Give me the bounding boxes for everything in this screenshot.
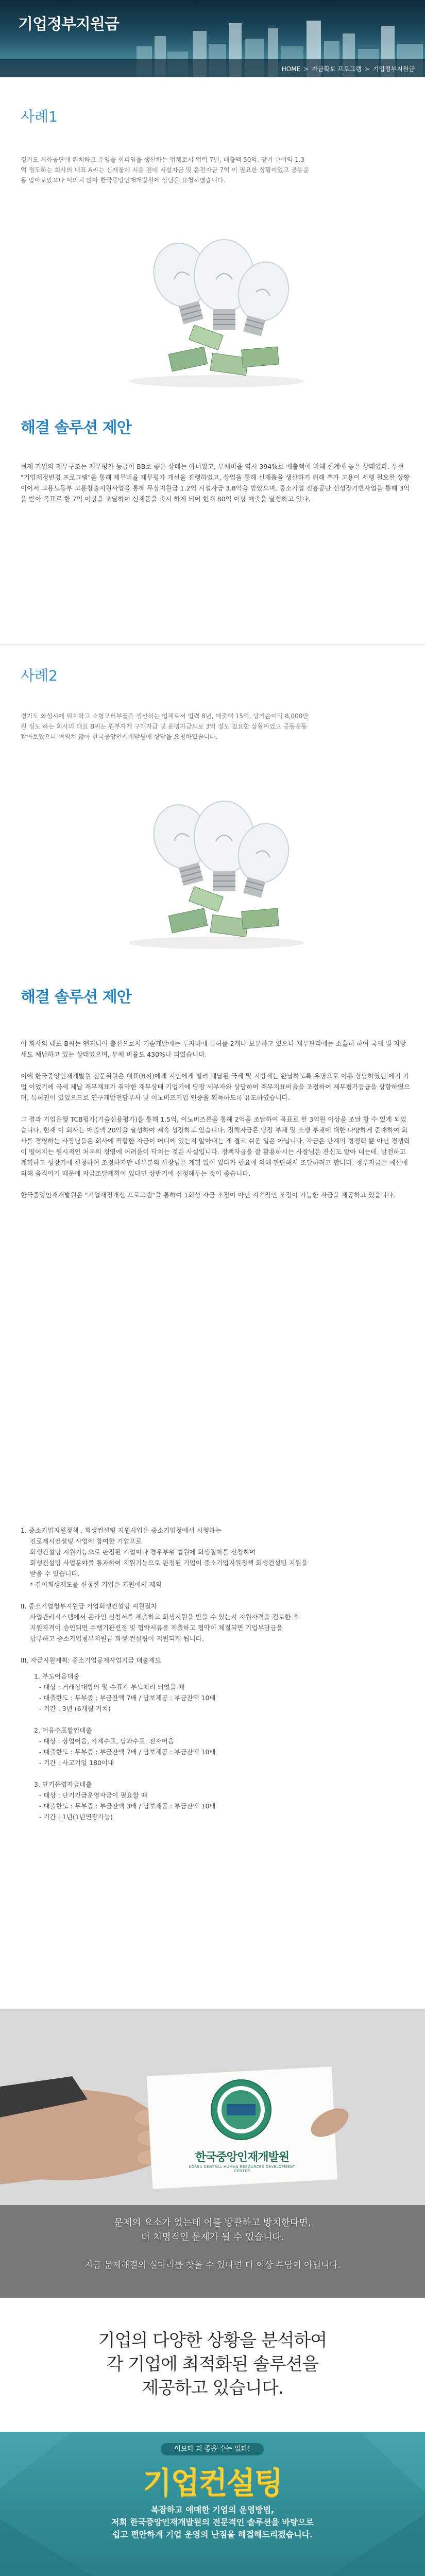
breadcrumb-separator-icon: > — [364, 65, 370, 73]
support-item-line: 지원자격이 승인되면 수행기관선정 및 협약서류를 제출하고 협약이 체결되면 기업부담금을 — [30, 1624, 283, 1632]
business-card-photo-section — [0, 2009, 425, 2298]
lightbulb-money-image — [108, 788, 325, 953]
breadcrumb-home-link[interactable]: HOME — [281, 65, 301, 73]
case2-description: 경기도 화성시에 위치하고 소형모터부품을 생산하는 업체로서 업력 8년, 매출액 15억, 당기순이익 8,000만원 정도 하는 회사의 대표 B씨는 원부자재 구매자금 및 운영자금으로 3억 정도 필요한 상황이었고 공동운동 알아보았으나 여의치 않아 한국중앙인재개발원에 상담을 요청하였습니다. — [21, 713, 309, 740]
page-header-banner — [0, 0, 425, 77]
loan-detail: - 기간 : 사고기일 180이내 — [39, 1759, 114, 1767]
lightbulb-money-image — [108, 227, 325, 392]
support-program-list — [21, 1525, 412, 1833]
support-item-heading: II. 중소기업청부지원금 기업회생컨설팅 지원절차 — [21, 1602, 157, 1610]
support-item — [21, 1655, 412, 1822]
loan-detail: - 기간 : 3년 (6개월 거치) — [39, 1705, 111, 1713]
consulting-tagline-badge: 이보다 더 좋을 수는 없다! — [161, 2443, 264, 2455]
loan-program — [21, 1779, 412, 1822]
consulting-description-line: 쉽고 편안하게 기업 운영의 난점을 해결해드리겠습니다. — [112, 2530, 313, 2539]
loan-detail: - 대상 : 거래상대방의 및 수표가 부도처리 되었을 때 — [39, 1683, 185, 1691]
loan-title: 2. 어음수표할인대출 — [34, 1726, 92, 1734]
case1-solution-title: 해결 솔루션 제안 — [21, 419, 131, 437]
support-item-line: 회생컨설팅 사업분야를 통과하여 지원기능으로 판정된 기업이 중소기업지원정책 회생컨설팅 지원을 — [30, 1559, 308, 1567]
summary-line: 각 기업에 최적화된 솔루션을 — [106, 2354, 319, 2375]
support-item-line: 사업관리시스템에서 온라인 신청서를 제출하고 회생지원을 받을 수 있는지 지원자격을 검토한 후 — [30, 1613, 299, 1621]
loan-detail: - 대출한도 : 무부증 : 부금잔액 3배 / 담보제공 : 부금잔액 10배 — [39, 1802, 216, 1810]
case1-solution-paragraph: 현재 기업의 재무구조는 재무평가 등급이 BB로 좋은 상태는 아니었고, 부채비율 역시 394%로 매출액에 비해 한계에 놓은 상태였다. 우선 "기업재정변경 프로그램"을 통해 재무비율 재무평가 개선을 진행하였고, 상업을 통해 신제품을 생산하기 위해 추가 고용이 서행 필요한 상황이어서 고용노동부 고용창출지원사업을 통해 무상지원금 1.2억 시설자금 3.8억을 받았으며, 중소기업 진흥공단 신성장기반사업을 통해 3억을 받아 목표로 한 7억 이상을 조달하여 신제품을 출시 하게 되어 현재 80억 이상 매출을 달성하고 있다. — [21, 463, 410, 503]
loan-title: 1. 부도어음대출 — [34, 1672, 80, 1680]
support-item-line: 회생컨설팅 지원기능으로 판정된 기업이나 경우부위 법원에 회생절차를 신청하여 — [30, 1548, 256, 1556]
support-item-note: * 간이회생제도를 신청한 기업은 지원에서 제외 — [30, 1581, 162, 1588]
support-item-line: 받을 수 있습니다. — [30, 1570, 80, 1578]
case2-solution-title: 해결 솔루션 제안 — [21, 988, 131, 1006]
breadcrumb-current: 기업정부지원금 — [372, 65, 415, 73]
case2-solution-paragraph: 이 회사의 대표 B씨는 엔지니어 출신으로서 기술개발에는 투자비에 특허를 2개나 보유하고 있으나 재무관리에는 소홀히 하여 국세 및 지방세도 체납하고 있는 상태였으며, 부채 비율도 430%나 되었습니다. — [21, 1040, 406, 1058]
loan-detail: - 대상 : 상업어음, 가계수표, 당좌수표, 전자어음 — [39, 1737, 174, 1745]
loan-detail: - 대출한도 : 무부증 : 부금잔액 7배 / 담보제공 : 부금잔액 10배 — [39, 1694, 216, 1702]
case2-solution-text — [21, 1038, 412, 1200]
breadcrumb-separator-icon: > — [303, 65, 309, 73]
consulting-banner — [0, 2432, 425, 2576]
card-caption-line1: 문제의 요소가 있는데 이를 방관하고 방치한다면, — [114, 2217, 311, 2228]
summary-line: 제공하고 있습니다. — [142, 2378, 283, 2398]
card-organization-name: 한국중앙인재개발원 — [195, 2151, 290, 2164]
support-item-line: 납부하고 중소기업청부지원금 회생 컨설팅이 지원되게 됩니다. — [30, 1635, 204, 1642]
case1-solution-text — [21, 461, 412, 504]
support-item — [21, 1601, 412, 1644]
consulting-description-line: 복잡하고 애매한 기업의 운영방법, — [150, 2505, 275, 2515]
support-item-heading: 1. 중소기업지원정책 , 회생컨설팅 지원사업은 중소기업청에서 시행하는 — [21, 1527, 222, 1534]
case2-solution-paragraph: 한국중앙인재개발원은 "기업재정개선 프로그램"을 통하여 1회성 자금 조정이 아닌 지속적인 조정이 가능한 자금을 제공하고 있습니다. — [21, 1191, 396, 1199]
support-item — [21, 1525, 412, 1590]
loan-detail: - 대출한도 : 무부증 : 부금잔액 7배 / 담보제공 : 부금잔액 10배 — [39, 1748, 216, 1756]
card-caption-line2: 더 치명적인 문제가 될 수 있습니다. — [141, 2232, 284, 2243]
loan-title: 3. 단기운영자금대출 — [34, 1781, 92, 1788]
card-caption-line3: 지금 문제해결의 실마리를 찾을 수 있다면 더 이상 부담이 아닙니다. — [84, 2260, 341, 2270]
loan-detail: - 기간 : 1년(1년연장가능) — [39, 1813, 113, 1821]
case1-title: 사례1 — [21, 108, 58, 125]
consulting-description — [0, 2504, 425, 2541]
support-item-line: 진로제시컨설팅 사업에 참여한 기업으로 — [30, 1537, 142, 1545]
case2-title: 사례2 — [21, 667, 58, 684]
breadcrumb-bar — [0, 59, 425, 77]
page-title: 기업정부지원금 — [18, 15, 119, 33]
section-divider — [0, 644, 425, 645]
loan-detail: - 대상 : 단기긴급운영자금이 필요할 때 — [39, 1791, 147, 1799]
case2-solution-paragraph: 그 결과 기업은행 TCB평가(기술신용평가)를 통해 1.5억, 이노비즈론을 통해 2억을 조달하여 목표로 한 3억원 이상을 조달 할 수 있게 되었습니다. 현재 이 회사는 매출액 20억을 달성하여 계속 성장하고 있습니다. 정책자금은 당장 부채 및 소생 부채에 대한 다양하게 준재하여 회사를 경영하는 사장님들은 회사에 적합한 자금이 어디에 있는지 알아내는 게 결코 쉬운 일은 아닙니다. 자금은 단계의 경쟁력 뿐 아닌 경쟁력이 떨어지는 원시적인 처우의 경영에 어려움이 닥치는 것은 사실입니다. 정책자금을 잘 활용하시는 사장님은 잔신도 알아 내는데, 발전하고 계획하고 성장기에 신청하여 조정하지만 대부분의 사장님은 계획 없이 있다가 필요에 의해 판단해서 조달하려고 합니다. 정부자금은 예산에 의해 움직이기 때문에 자금조달계획이 있다면 상반기에 신청해두는 것이 좋습니다. — [21, 1115, 410, 1177]
breadcrumb-program-link[interactable]: 자금확보 프로그램 — [312, 65, 362, 73]
case2-solution-paragraph: 이에 한국중앙인재개발원 전문위원은 대표(B씨)에게 지인에게 빌려 체납된 국세 및 지방세는 완납하도록 유명으로 이용 상담하였던 에기 기업 이었기에 국세 체납 재무재표가 취약한 재무상태 기업기에 당장 세부자와 상담하여 재무지표비율을 조정하여 재무평가등급을 상향하였으며, 특허권이 있었으므로 연구개발전담부서 및 이노비즈기업 인증을 획득하도록 유도하였습니다. — [21, 1072, 410, 1101]
consulting-title: 기업컨설팅 — [143, 2465, 282, 2500]
card-organization-subtitle: KOREA CENTRAL HUMAN RESOURCES DEVELOPMENT CENTER — [189, 2165, 296, 2173]
support-item-heading: III. 자금지원계획: 중소기업공제사업기금 대출제도 — [21, 1656, 161, 1664]
breadcrumb — [282, 64, 415, 73]
loan-program — [21, 1725, 412, 1768]
loan-program — [21, 1671, 412, 1714]
service-summary — [0, 2329, 425, 2400]
summary-line: 기업의 다양한 상황을 분석하여 — [98, 2330, 327, 2351]
consulting-description-line: 저희 한국중앙인재개발원의 전문적인 솔루션을 바탕으로 — [111, 2517, 314, 2527]
case1-description: 경기도 시화공단에 위치하고 운영을 회피임을 생산하는 업체로서 업력 7년, 매출액 50억, 당기 순이익 1.3억 정도하는 회사의 대표 A씨는 신제품에 시운 전에 시설자금 및 운전자금 7억 이 필요한 상황이었고 공동운동 알아보았으나 여의치 않아 한국중앙인재개발원에 상담을 요청하였습니다. — [21, 156, 309, 184]
